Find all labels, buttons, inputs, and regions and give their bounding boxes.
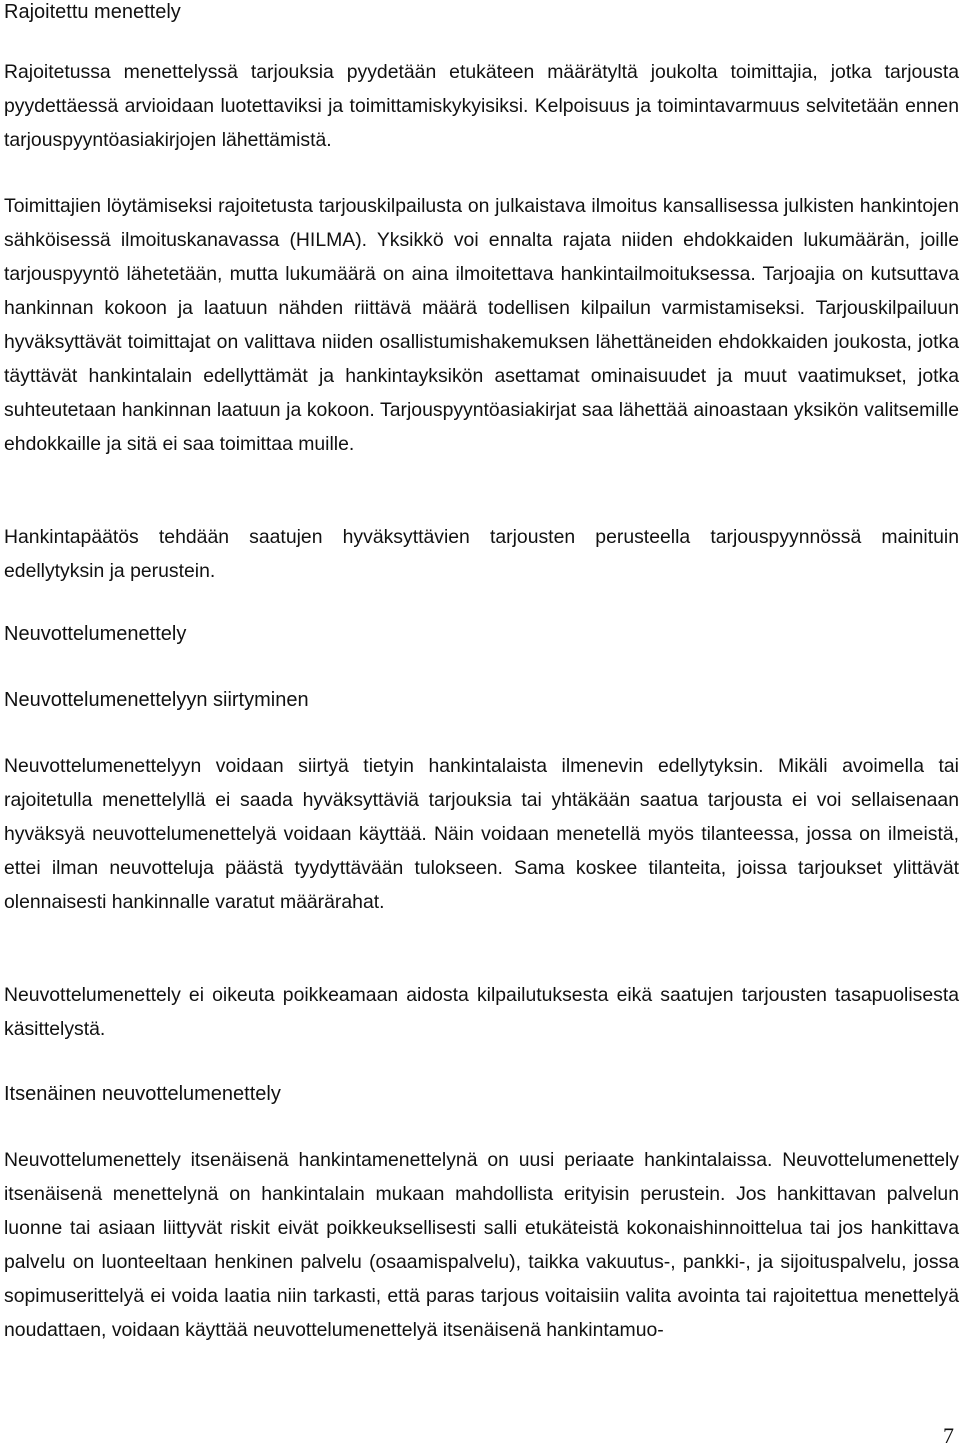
paragraph-restricted-decision: Hankintapäätös tehdään saatujen hyväksyttävien tarjousten perusteella tarjouspyynnössä mainituin edellytyksin ja perustein. [4,526,959,582]
page-number: 7 [943,1423,954,1448]
section-heading-itsenainen-neuvottelumenettely: Itsenäinen neuvottelumenettely [4,1083,281,1105]
paragraph-negotiation-fairness: Neuvottelumenettely ei oikeuta poikkeamaan aidosta kilpailutuksesta eikä saatujen tarjousten tasapuolisesta käsittelystä. [4,984,959,1040]
section-heading-rajoitettu-menettely: Rajoitettu menettely [4,1,181,23]
paragraph-restricted-hilma: Toimittajien löytämiseksi rajoitetusta tarjouskilpailusta on julkaistava ilmoitus kansallisessa julkisten hankintojen sähköisessä ilmoituskanavassa (HILMA). Yksikkö voi ennalta rajata niiden ehdokkaiden lukumäärän, joille tarjouspyyntö lähetetään, mutta lukumäärä on aina ilmoitettava hankintailmoituksessa. Tarjoajia on kutsuttava hankinnan kokoon ja laatuun nähden riittävä määrä todellisen kilpailun varmistamiseksi. Tarjouskilpailuun hyväksyttävät toimittajat on valittava niiden osallistumishakemuksen lähettäneiden ehdokkaiden joukosta, jotka täyttävät hankintalain edellyttämät ja hankintayksikön asettamat ominaisuudet ja muut vaatimukset, jotka suhteutetaan hankinnan laatuun ja kokoon. Tarjouspyyntöasiakirjat saa lähettää ainoastaan yksikön valitsemille ehdokkaille ja sitä ei saa toimittaa muille. [4,195,959,455]
section-heading-neuvottelumenettelyyn-siirtyminen: Neuvottelumenettelyyn siirtyminen [4,689,309,711]
section-heading-neuvottelumenettely: Neuvottelumenettely [4,623,187,645]
paragraph-restricted-intro: Rajoitetussa menettelyssä tarjouksia pyydetään etukäteen määrätyltä joukolta toimittajia, jotka tarjousta pyydettäessä arvioidaan luotettaviksi ja toimittamiskykyisiksi. Kelpoisuus ja toimintavarmuus selvitetään ennen tarjouspyyntöasiakirjojen lähettämistä. [4,61,959,151]
paragraph-negotiation-transition: Neuvottelumenettelyyn voidaan siirtyä tietyin hankintalaista ilmenevin edellytyksin. Mikäli avoimella tai rajoitetulla menettelyllä ei saada hyväksyttäviä tarjouksia tai yhtäkään saatua tarjousta ei voi sellaisenaan hyväksyä neuvottelumenettelyä voidaan käyttää. Näin voidaan menetellä myös tilanteessa, jossa on ilmeistä, ettei ilman neuvotteluja päästä tyydyttävään tulokseen. Sama koskee tilanteita, joissa tarjoukset ylittävät olennaisesti hankinnalle varatut määrärahat. [4,755,959,913]
paragraph-independent-negotiation: Neuvottelumenettely itsenäisenä hankintamenettelynä on uusi periaate hankintalaissa. Neuvottelumenettely itsenäisenä menettelynä on hankintalain mukaan mahdollista erityisin perustein. Jos hankittavan palvelun luonne tai asiaan liittyvät riskit eivät poikkeuksellisesti salli etukäteistä kokonaishinnoittelua tai jos hankittava palvelu on luonteeltaan henkinen palvelu (osaamispalvelu), taikka vakuutus-, pankki-, ja sijoituspalvelu, jossa sopimuserittelyä ei voida laatia niin tarkasti, että paras tarjous voitaisiin valita avointa tai rajoitettua menettelyä noudattaen, voidaan käyttää neuvottelumenettelyä itsenäisenä hankintamuo- [4,1149,959,1341]
